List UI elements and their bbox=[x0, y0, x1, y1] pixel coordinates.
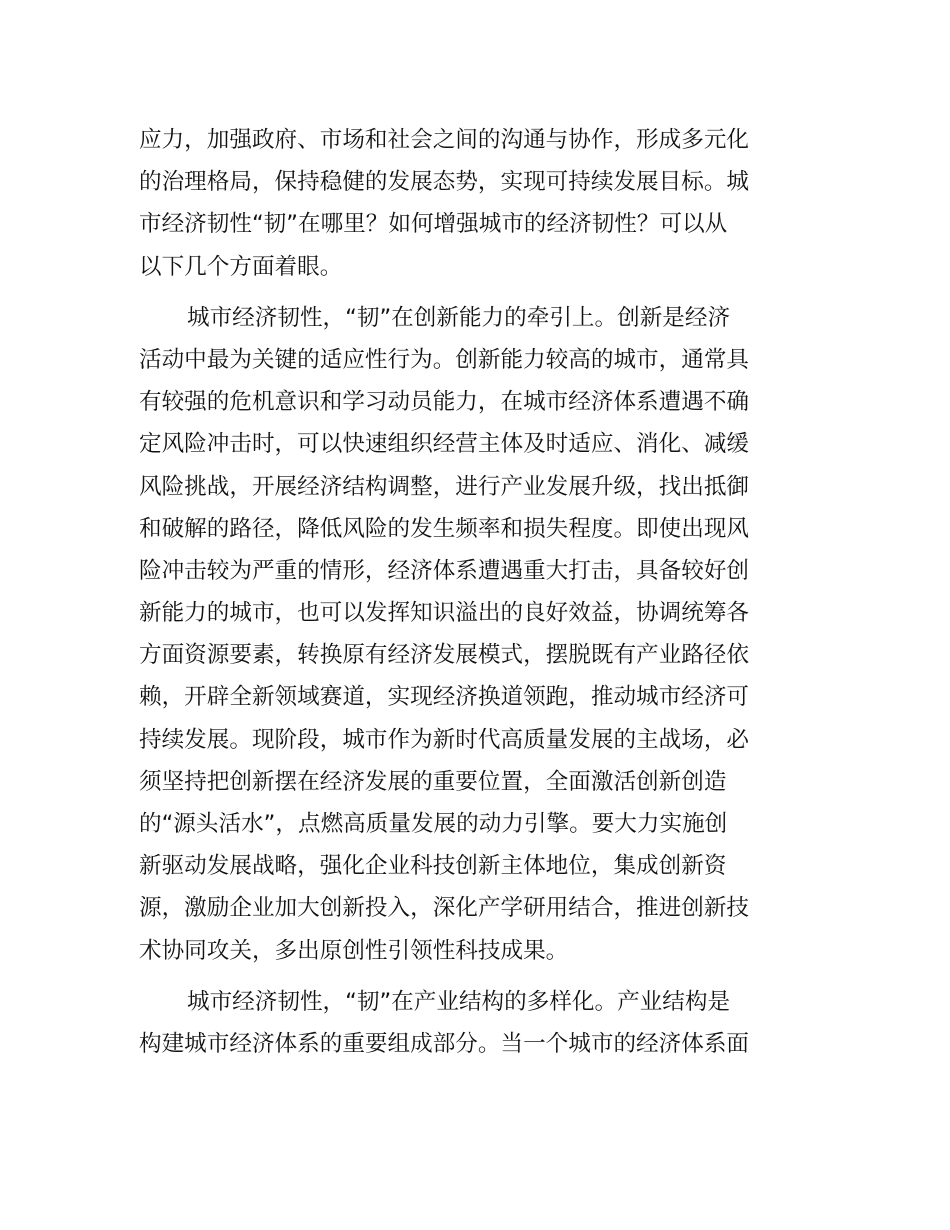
paragraph-line: 方面资源要素，转换原有经济发展模式，摆脱既有产业路径依 bbox=[139, 642, 750, 669]
paragraph-2 bbox=[139, 297, 819, 972]
paragraph-1 bbox=[139, 119, 819, 288]
paragraph-line: 应力，加强政府、市场和社会之间的沟通与协作，形成多元化 bbox=[139, 127, 750, 153]
paragraph-line: 以下几个方面着眼。 bbox=[139, 253, 343, 280]
paragraph-line: 新能力的城市，也可以发挥知识溢出的良好效益，协调统筹各 bbox=[139, 600, 750, 627]
paragraph-line: 持续发展。现阶段，城市作为新时代高质量发展的主战场，必 bbox=[139, 726, 750, 753]
paragraph-line: 城市经济韧性，“韧”在创新能力的牵引上。创新是经济 bbox=[187, 304, 731, 331]
paragraph-3 bbox=[139, 981, 819, 1065]
paragraph-line: 市经济韧性“韧”在哪里？如何增强城市的经济韧性？可以从 bbox=[139, 211, 728, 238]
document-body bbox=[139, 119, 819, 1065]
paragraph-line: 有较强的危机意识和学习动员能力，在城市经济体系遭遇不确 bbox=[139, 389, 750, 416]
paragraph-line: 新驱动发展战略，强化企业科技创新主体地位，集成创新资 bbox=[139, 853, 727, 880]
paragraph-line: 术协同攻关，多出原创性引领性科技成果。 bbox=[139, 937, 569, 964]
paragraph-line: 须坚持把创新摆在经济发展的重要位置，全面激活创新创造 bbox=[139, 768, 727, 795]
paragraph-line: 的“源头活水”，点燃高质量发展的动力引擎。要大力实施创 bbox=[139, 811, 728, 837]
paragraph-line: 城市经济韧性，“韧”在产业结构的多样化。产业结构是 bbox=[187, 988, 731, 1015]
paragraph-line: 定风险冲击时，可以快速组织经营主体及时适应、消化、减缓 bbox=[139, 431, 750, 458]
paragraph-line: 构建城市经济体系的重要组成部分。当一个城市的经济体系面 bbox=[139, 1030, 750, 1057]
paragraph-line: 险冲击较为严重的情形，经济体系遭遇重大打击，具备较好创 bbox=[139, 557, 750, 584]
paragraph-line: 风险挑战，开展经济结构调整，进行产业发展升级，找出抵御 bbox=[139, 473, 750, 500]
paragraph-line: 和破解的路径，降低风险的发生频率和损失程度。即使出现风 bbox=[139, 515, 750, 542]
paragraph-line: 源，激励企业加大创新投入，深化产学研用结合，推进创新技 bbox=[139, 895, 750, 922]
paragraph-spacer bbox=[139, 972, 819, 981]
paragraph-line: 的治理格局，保持稳健的发展态势，实现可持续发展目标。城 bbox=[139, 169, 750, 196]
paragraph-spacer bbox=[139, 288, 819, 297]
paragraph-line: 赖，开辟全新领域赛道，实现经济换道领跑，推动城市经济可 bbox=[139, 684, 750, 711]
paragraph-line: 活动中最为关键的适应性行为。创新能力较高的城市，通常具 bbox=[139, 346, 750, 373]
